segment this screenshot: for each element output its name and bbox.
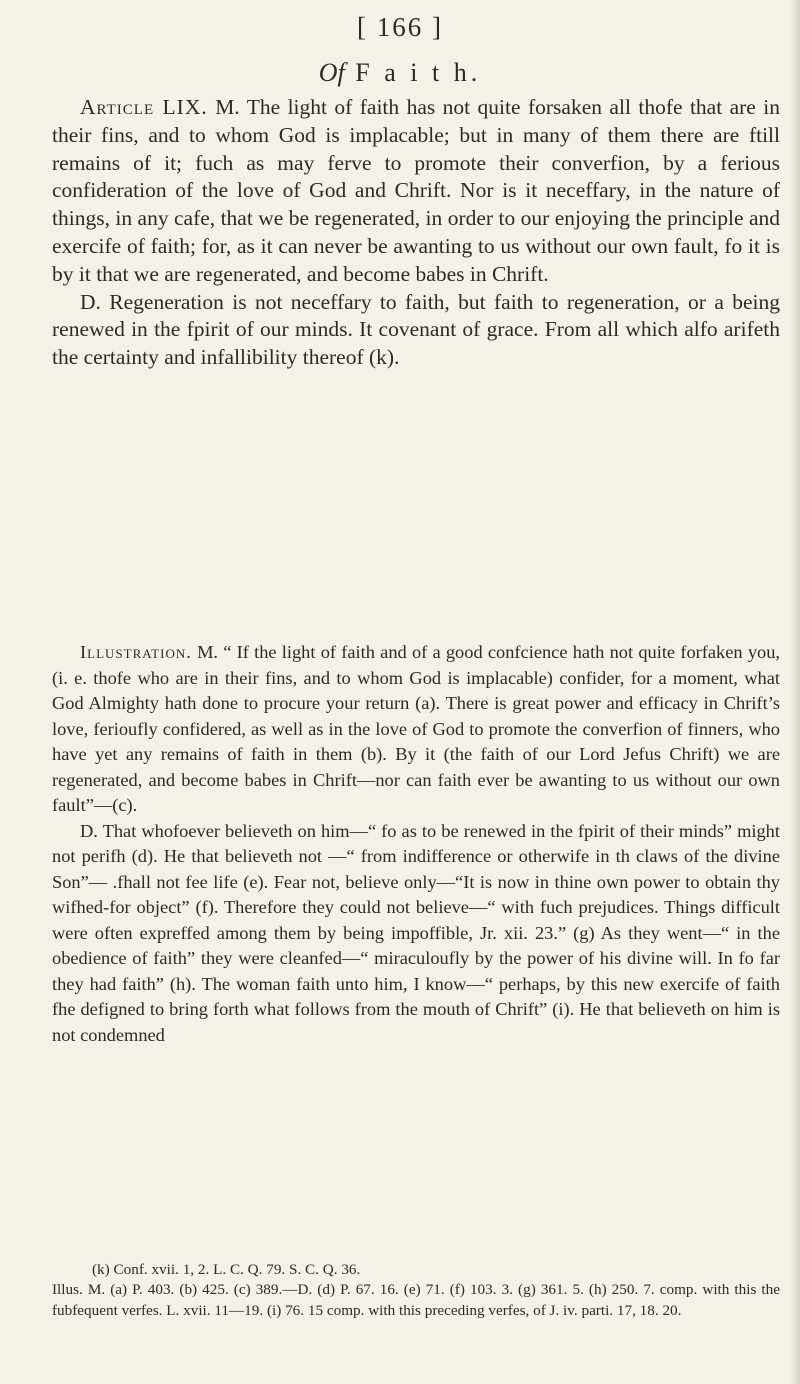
article-m-text: M. The light of faith has not quite forsaken all thofe that are in their fins, and to whom God is implacable; but in many of them there are ftill remains of it; fuch as may ferve to promote their converfion, by a ferious confideration of the love of God and Chrift. Nor is it neceffary, in the nature of things, in any cafe, that we be regenerated, in order to our enjoying the principle and exercife of faith; for, as it can never be awanting to us without our own fault, fo it is by it that we are regenerated, and become babes in Chrift. <box>52 95 781 286</box>
page-edge-shadow <box>790 0 800 1384</box>
heading-faith: F a i t h. <box>355 58 482 87</box>
article-section <box>52 94 780 372</box>
page-number: [ 166 ] <box>357 12 443 42</box>
footnote-k: (k) Conf. xvii. 1, 2. L. C. Q. 79. S. C. Q. 36. <box>92 1261 361 1278</box>
illustration-d-text: D. That whofoever believeth on him—“ fo as to be renewed in the fpirit of their minds” might not perifh (d). He that believeth not —“ from indifference or otherwife in th claws of the divine Son”— .fhall not fee life (e). Fear not, believe only—“It is now in thine own power to obtain thy wifhed-for object” (f). Therefore they could not believe—“ with fuch prejudices. Things difficult were often expreffed among them by being impoffible, Jr. xii. 23.” (g) As they went—“ in the obedience of faith” they were cleanfed—“ miraculoufly by the power of his divine will. In fo far they had faith” (h). The woman faith unto him, I know—“ perhaps, by this new exercife of faith fhe defigned to bring forth what follows from the mouth of Chrift” (i). He that believeth on him is not condemned <box>52 820 780 1045</box>
illustration-section <box>52 640 780 1048</box>
footnotes <box>52 1260 780 1321</box>
article-d-text: D. Regeneration is not neceffary to faith, but faith to regeneration, or a being renewed in the fpirit of our minds. It covenant of grace. From all which alfo arifeth the certainty and infallibility thereof (k). <box>52 289 780 370</box>
heading-of: Of <box>318 58 345 87</box>
illustration-label: Illustration. <box>80 642 192 662</box>
illustration-label-line <box>52 640 780 819</box>
page-heading <box>0 58 800 88</box>
footnote-illus: Illus. M. (a) P. 403. (b) 425. (c) 389.—D. (d) P. 67. 16. (e) 71. (f) 103. 3. (g) 361. 5. (h) 250. 7. comp. with this the fubfequent verfes. L. xvii. 11—19. (i) 76. 15 comp. with this preceding verfes, of J. iv. parti. 17, 18. 20. <box>52 1281 780 1319</box>
article-label-line <box>52 94 780 289</box>
illustration-m-text: M. “ If the light of faith and of a good confcience hath not quite forfaken you, (i. e. thofe who are in their fins, and to whom God is implacable) confider, for a moment, what God Almighty hath done to procure your return (a). There is great power and efficacy in Chrift’s love, ferioufly confidered, as well as in the love of God to promote the converfion of finners, who have yet any remains of faith in them (b). By it (the faith of our Lord Jefus Chrift) we are regenerated, and become babes in Chrift—nor can faith ever be awanting to us without our own fault”—(c). <box>52 642 781 815</box>
article-label: Article LIX. <box>80 95 208 119</box>
